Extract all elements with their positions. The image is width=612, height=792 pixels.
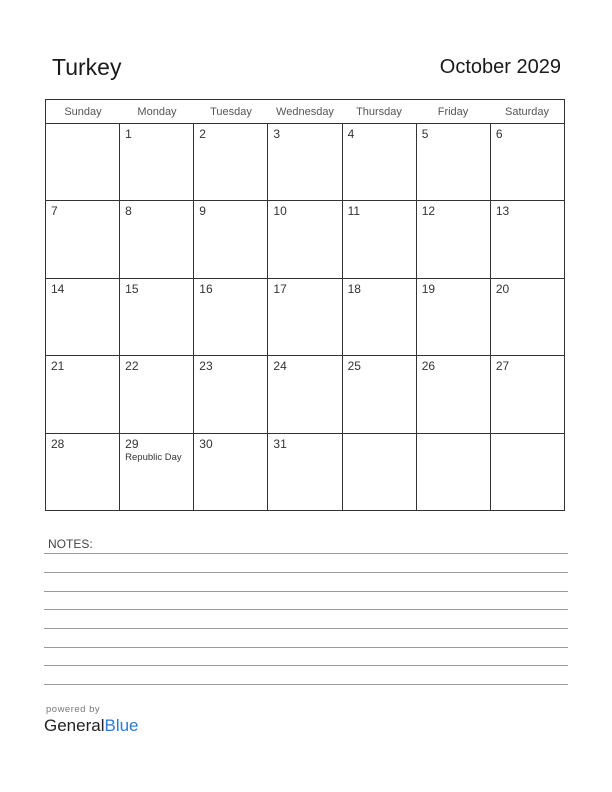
day-number: 14 (51, 281, 65, 296)
day-number: 28 (51, 436, 65, 451)
day-number: 21 (51, 359, 65, 374)
day-number: 13 (495, 204, 510, 219)
day-cell (194, 434, 268, 510)
calendar-grid (45, 99, 565, 511)
day-number: 4 (347, 127, 355, 141)
day-number: 10 (273, 204, 287, 219)
day-cell (417, 356, 491, 432)
note-line (44, 647, 568, 648)
day-number: 3 (273, 127, 281, 141)
weekday-monday: Monday (137, 105, 177, 118)
holiday-label: Republic Day (125, 451, 182, 463)
day-number: 1 (125, 127, 132, 141)
day-cell (120, 124, 194, 200)
week-row (46, 201, 564, 278)
calendar-weeks (46, 124, 564, 510)
week-row (46, 124, 564, 201)
day-cell (120, 201, 194, 277)
day-cell (417, 201, 491, 277)
day-number: 29 (125, 436, 139, 451)
weekday-sunday: Sunday (64, 105, 102, 118)
day-cell (343, 356, 417, 432)
day-number: 31 (273, 436, 287, 451)
day-number: 9 (199, 204, 206, 219)
weekday-header-row (46, 100, 564, 124)
day-cell (417, 434, 491, 510)
note-line (44, 609, 568, 610)
day-cell (491, 124, 564, 200)
day-cell (120, 356, 194, 432)
day-number: 24 (273, 359, 287, 374)
week-row (46, 434, 564, 510)
day-cell (268, 201, 342, 277)
day-number: 23 (199, 359, 213, 374)
day-cell (194, 124, 268, 200)
day-cell (268, 356, 342, 432)
day-cell (194, 201, 268, 277)
day-number: 15 (125, 281, 139, 296)
day-number: 7 (51, 204, 58, 219)
weekday-thursday: Thursday (356, 105, 402, 118)
weekday-friday: Friday (437, 105, 469, 118)
day-number: 27 (495, 359, 510, 374)
note-line (44, 628, 568, 629)
day-cell (491, 201, 564, 277)
day-cell (491, 434, 564, 510)
day-cell (491, 279, 564, 355)
month-title: October 2029 (439, 56, 561, 78)
day-number: 26 (421, 359, 436, 374)
day-number: 30 (199, 436, 213, 451)
country-title: Turkey (52, 54, 122, 80)
day-cell (343, 201, 417, 277)
day-cell (46, 356, 120, 432)
day-number: 18 (347, 281, 361, 296)
notes-label: NOTES: (48, 537, 93, 551)
brand-general: General (44, 716, 105, 735)
day-cell (46, 201, 120, 277)
day-number: 2 (199, 127, 206, 141)
weekday-wednesday: Wednesday (276, 105, 334, 118)
day-cell (268, 124, 342, 200)
day-number: 16 (199, 281, 213, 296)
day-cell (417, 124, 491, 200)
day-cell (268, 434, 342, 510)
note-line (44, 665, 568, 666)
day-cell (120, 279, 194, 355)
day-cell (417, 279, 491, 355)
day-number: 11 (347, 204, 361, 219)
day-cell (194, 279, 268, 355)
day-number: 19 (421, 281, 436, 296)
day-number: 6 (495, 127, 503, 141)
day-cell (491, 356, 564, 432)
day-cell (46, 124, 120, 200)
day-number: 17 (273, 281, 287, 296)
day-cell (343, 124, 417, 200)
day-cell (46, 434, 120, 510)
day-cell (194, 356, 268, 432)
day-cell (268, 279, 342, 355)
powered-by-text: powered by (46, 704, 101, 715)
brand-blue: Blue (104, 716, 139, 735)
day-number: 5 (421, 127, 429, 141)
weekday-tuesday: Tuesday (210, 105, 252, 118)
day-number: 20 (495, 281, 510, 296)
note-line (44, 572, 568, 573)
weekday-saturday: Saturday (504, 105, 550, 118)
day-number: 12 (421, 204, 436, 219)
week-row (46, 279, 564, 356)
day-cell (46, 279, 120, 355)
day-number: 8 (125, 204, 132, 219)
day-cell (120, 434, 194, 510)
note-line (44, 591, 568, 592)
brand-logo[interactable] (44, 716, 139, 736)
week-row (46, 356, 564, 433)
day-cell (343, 279, 417, 355)
note-line (44, 684, 568, 685)
day-number: 25 (347, 359, 361, 374)
day-cell (343, 434, 417, 510)
day-number: 22 (125, 359, 139, 374)
note-line (44, 553, 568, 554)
